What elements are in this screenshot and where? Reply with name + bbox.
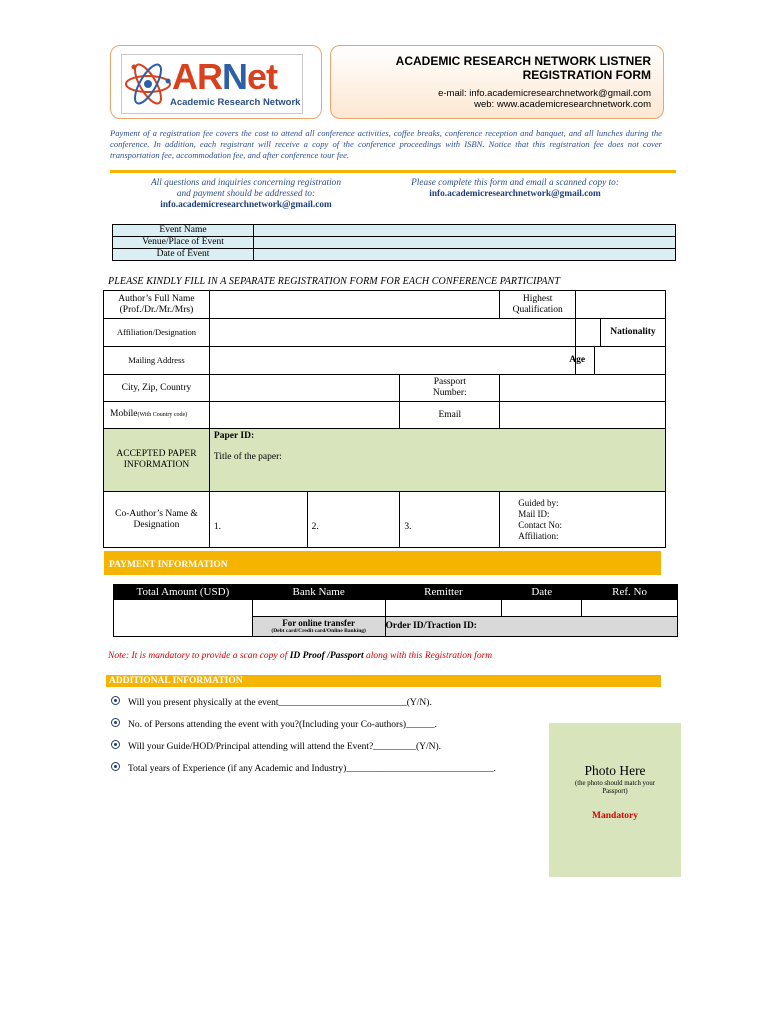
mailing-label: Mailing Address (104, 347, 210, 375)
venue-field[interactable] (254, 237, 676, 249)
separate-form-notice: PLEASE KINDLY FILL IN A SEPARATE REGISTRATION FORM FOR EACH CONFERENCE PARTICIPANT (108, 276, 560, 287)
online-transfer-label: For online transfer (282, 618, 356, 628)
registration-table (103, 290, 666, 548)
title-box (330, 45, 664, 119)
header-total-amount: Total Amount (USD) (114, 585, 253, 600)
date-label: Date of Event (113, 249, 254, 261)
city-field[interactable] (209, 375, 399, 402)
bullet-icon (111, 762, 120, 771)
photo-placeholder[interactable] (549, 723, 681, 877)
question-2[interactable]: No. of Persons attending the event with you?(Including your Co-authors)______. (111, 718, 437, 730)
venue-label: Venue/Place of Event (113, 237, 254, 249)
highest-qualification-label: Highest Qualification (500, 291, 576, 319)
additional-section-title: ADDITIONAL INFORMATION (109, 676, 243, 686)
contact-left-email[interactable]: info.academicresearchnetwork@gmail.com (160, 200, 332, 210)
age-cell (569, 347, 666, 375)
mobile-field[interactable] (209, 402, 399, 429)
online-transfer-cell (252, 617, 385, 637)
highest-qualification-field[interactable] (576, 291, 666, 319)
contact-left-line2: and payment should be addressed to: (176, 189, 316, 199)
logo-box (110, 45, 322, 119)
intro-paragraph: Payment of a registration fee covers the cost to attend all conference activities, coffee breaks, conference reception and banquet, and all lunches during the conference. In addition, each registrant will receive a copy of the conference proceedings with ISBN. Notice that this registration fee does not cover transportation fee, accommodation fee, and after conference tour fee. (110, 128, 662, 160)
bullet-icon (111, 718, 120, 727)
guide-info-field[interactable] (500, 492, 666, 548)
mandatory-note: Note: It is mandatory to provide a scan copy of ID Proof /Passport along with this Registration form (108, 651, 493, 661)
event-table (112, 224, 676, 261)
coauthor-label: Co-Author’s Name & Designation (104, 492, 210, 548)
mail-id-label: Mail ID: (518, 508, 550, 519)
contact-right-line1: Please complete this form and email a scanned copy to: (411, 178, 619, 188)
form-title-line1: ACADEMIC RESEARCH NETWORK LISTNER (395, 54, 651, 68)
header-bank-name: Bank Name (252, 585, 385, 600)
paper-title-label: Title of the paper: (213, 452, 282, 462)
bullet-icon (111, 740, 120, 749)
coauthor-2-field[interactable]: 2. (307, 492, 400, 548)
additional-section-bar (106, 675, 661, 687)
photo-mandatory: Mandatory (592, 811, 638, 821)
passport-field[interactable] (500, 375, 666, 402)
coauthor-3-field[interactable]: 3. (400, 492, 500, 548)
mobile-label: Mobile(With Country code) (104, 402, 210, 429)
remitter-field[interactable] (385, 600, 502, 617)
header-email: e-mail: info.academicresearchnetwork@gmail.com (438, 88, 651, 99)
form-title-line2: REGISTRATION FORM (522, 68, 651, 82)
atom-logo-icon (124, 57, 172, 111)
date-field[interactable] (254, 249, 676, 261)
payment-table (113, 584, 678, 637)
event-name-label: Event Name (113, 225, 254, 237)
guided-by-label: Guided by: (518, 497, 559, 508)
author-name-label: Author’s Full Name (Prof./Dr./Mr./Mrs) (104, 291, 210, 319)
contact-right (395, 178, 635, 200)
paper-id-label: Paper ID: (213, 431, 255, 441)
online-transfer-note: (Debt card/Credit card/Online Banking) (271, 628, 366, 634)
nationality-label: Nationality (600, 319, 665, 346)
accepted-paper-label: ACCEPTED PAPER INFORMATION (104, 429, 210, 492)
header-ref-no: Ref. No (582, 585, 678, 600)
question-3[interactable]: Will your Guide/HOD/Principal attending will attend the Event?_________(Y/N). (111, 740, 441, 752)
city-label: City, Zip, Country (104, 375, 210, 402)
bank-name-field[interactable] (252, 600, 385, 617)
contact-left-line1: All questions and inquiries concerning registration (151, 178, 341, 188)
order-id-field[interactable] (385, 617, 678, 637)
header-remitter: Remitter (385, 585, 502, 600)
logo-wordmark: ARNet (172, 56, 278, 97)
photo-title: Photo Here (584, 763, 646, 778)
header-date: Date (502, 585, 582, 600)
affiliation-label: Affiliation/Designation (104, 319, 210, 347)
mailing-field[interactable] (209, 347, 575, 375)
bullet-icon (111, 696, 120, 705)
affiliation-field[interactable] (209, 319, 575, 347)
header-web: web: www.academicresearchnetwork.com (474, 99, 651, 110)
paper-info-field[interactable] (209, 429, 665, 492)
passport-label: Passport Number: (400, 375, 500, 402)
author-name-field[interactable] (209, 291, 499, 319)
coauthor-1-field[interactable]: 1. (209, 492, 307, 548)
age-label: Age (560, 347, 595, 374)
question-4[interactable]: Total years of Experience (if any Academic and Industry)_______________________________. (111, 762, 496, 774)
email-label: Email (400, 402, 500, 429)
payment-section-title: PAYMENT INFORMATION (109, 560, 228, 570)
order-id-label: Order ID/Traction ID: (385, 621, 477, 631)
email-field[interactable] (500, 402, 666, 429)
payment-section-bar (104, 551, 661, 575)
logo-frame (121, 54, 303, 114)
contact-right-email[interactable]: info.academicresearchnetwork@gmail.com (429, 189, 601, 199)
event-name-field[interactable] (254, 225, 676, 237)
logo-subtitle: Academic Research Network (170, 97, 301, 108)
nationality-cell (576, 319, 666, 347)
divider (110, 170, 676, 173)
affiliation-short-label: Affiliation: (518, 530, 559, 541)
total-amount-field[interactable] (114, 600, 253, 637)
contact-left (140, 178, 352, 211)
contact-no-label: Contact No: (518, 519, 562, 530)
ref-no-field[interactable] (582, 600, 678, 617)
date-field-payment[interactable] (502, 600, 582, 617)
photo-note: (the photo should match your Passport) (574, 780, 656, 795)
question-1[interactable]: Will you present physically at the event___________________________(Y/N). (111, 696, 432, 708)
